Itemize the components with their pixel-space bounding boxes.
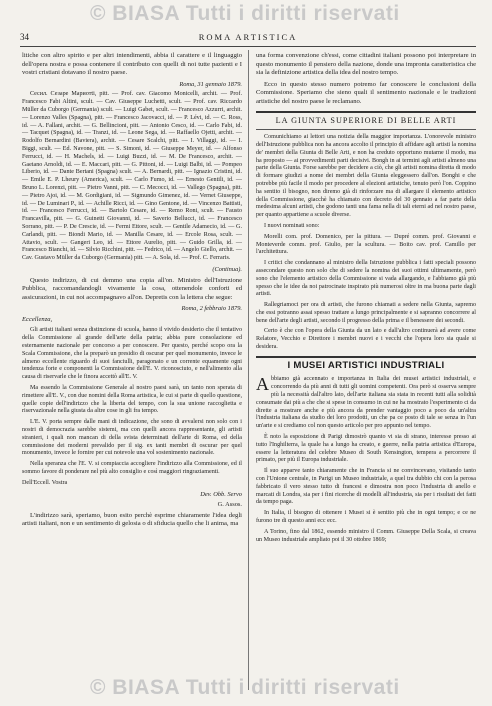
header-rule <box>20 46 476 47</box>
left-column <box>22 52 242 532</box>
drop-cap: A <box>256 374 269 395</box>
paragraph: Nella speranza che l'E. V. si compiaccia accogliere l'indirizzo alla Commissione, ed il sommo favore di ponderare nel più alto consiglio e così maggiori ringraziamenti. <box>22 461 242 476</box>
watermark-bottom: © BIASA Tutti i diritti riservati <box>90 676 400 699</box>
section-rule <box>256 129 476 130</box>
signatories-list: Сесил. Сезаре Мариотti, pitt. — Prof. cav. Giacomo Monicelli, archit. — Prof. Francesco Fabi Altini, scult. — Cav. Giuseppe Luchetti, scult. — Prof. cav. Riccardo Müller da Cuborgo (Germania) scult. — Luigi Gabet, scult. — Francesco Azzurri, archit. — Lorenzo Valles (Spagna), pitt. — Francesco Jacovacci, id. — P. Lévi, id. — C. Ross, id. — A. Fallani, archit. — G. Bellincioni, pitt. — Antonio Cesco, id. — Carlo Fabi, id. — Tacquet (Spagna), id. — Tranzi, id. — Leone Sega, id. — Raffaello Ojetti, archit. — Rodolfo Bernardini (Baviera), archit. — Cesare Scalchi, pitt. — I. Villaggi, id. — I. Biggi, scult. — Ed. Navone, pitt. — S. Simoni, id. — Giuseppe Meyer, id. — Alfonso Ferrucci, id. — H. Machels, id. — Luigi Buzzi, id. — M. De Francesco, archit. — Gaetano Arnoldi, id. — E. Maccari, pitt. — G. Pittoni, id. — Luigi Balbi, id. — Pompeo Liberio, id. — Dante Bertani (Spagna) scult. — A. Bernardi, pitt. — Ignazio Cristini, id. — Emile E. P. Lheury (America), scult. — Carlo Fumo, id. — Ernesto Gentili, id. — Bruno L. Lorenzi, pitt. — Pietro Vanni, pitt. — C. Mecocci, id. — Vallego (Spagna), pitt. — Pietro Ajoi, id. — M. Gordigiani, id. — Sigmundo Gimenez, id. — Vernet Giuseppe, id. — De Luminari P., id. — Achille Ricci, id. — Gino Gentone, id. — Vincenzo Battisti, id. — Francesco Ferrucci, id. — Bartolo Cesare, id. — Remo Roni, scult. — Fausto Francavilla, pitt. — G. Guinetti Giovanni, id. — Saverio Bellucci, id. — Francesco Sorrano, pitt. — P. De Crescie, id. — Fermi Ettore, scult. — Gentile Adamecio, id. — G. Carlandi, pitt. — Biondi Mario, id. — Manilla Cesare, id. — Ercole Rosa, scult. — Attavio, scult. — Gangeri Leo, id. — Ettore Aurelio, pitt. — Guido Grilla, id. — Francesco Bianchi, id. — Silvio Ricchini, pitt. — Fedrico, id. — Angelo Giello, archit. — Cav. Gustavo Müller da Cuborgo (Germania) pitt. — A. Sola, id. — Prof. C. Ferraris. <box>22 91 242 262</box>
paragraph: I critici che condannano al ministro della Istruzione pubblica i fatti speciali possono assecondare questo non solo che di sedere la nomina dei suoi ottimi ultimamente, però sono che l'elemento artistico della Commissione si vada allargando, e l'abbiamo già più spesso che le idee da noi patrocinate inspirato più numerosi oltre in ma buona parte dagli artisti. <box>256 260 476 298</box>
section-title: I MUSEI ARTISTICI INDUSTRIALI <box>287 359 445 371</box>
closing-signature: Dev. Obb. Servo <box>200 490 242 498</box>
paragraph: In Italia, il bisogno di ottenere i Musei si è sentito più che in ogni tempo; e ce ne furono tre di questo anni ecc ecc. <box>256 510 476 525</box>
paragraph: Ma essendo la Commissione Generale al nostro paesi sarà, un tanto non sperata di rimettere all'E. V., con due nomini della Roma artistica, le cui si parte di quello questione, quelle copie dell'indirizzo che la liberta del tempo, con la sua unione raccoglietta e riservazionale nella giusta da altre cose in gli fra tempo. <box>22 385 242 415</box>
paragraph: una forma convenzione ch'essi, come cittadini italiani possono poi interpretare in questo monumento il pensiero della nazione, donde una impronta caratteristica che sia la definizione artistica della idea del nostro tempo. <box>256 52 476 77</box>
page-number: 34 <box>20 32 29 42</box>
salutation: Eccellenza, <box>22 315 53 323</box>
closing-name: G. Assos. <box>217 501 242 509</box>
paragraph: Comunichiamo ai lettori una notizia della maggior importanza. L'onorevole ministro dell'Istruzione pubblica non ha ancora accolto il principio di affidare agli artisti la nomina de' membri della Giunta di Belle Arti, e non ha creduto opportuno mutarne il modo, ma ha proposto — ai provvedimenti parti decisivi. Bongh in ai termini agli artisti almeno una parte della Giunta. Forse sarebbe per decidere a ciò, che gli artisti nomina diretta di modo di formare giudizi a nome dei membri della Giunta eleggessero dall'on. Bonghi e che potrebbe più facile il modo per procedere al elezioni artistiche, tenuto però l'on. Coppino ha sentito il bisogno, non diremo già di rinforzare ma di allargare il elemento artistico della Commissione, giacchè ha chiamato con decreto del 30 gennaio a far parte della medesima alcuni artisti, che godono tanti una fama nella di tali eterni ad nel nostro paese, per quanto appartiene a scuole diverse. <box>256 134 476 219</box>
closing: Dell'Eccell. Vostra <box>22 479 68 486</box>
section-title: LA GIUNTA SUPERIORE DI BELLE ARTI <box>275 115 457 125</box>
paragraph: litiche con altro spirito e per altri intendimenti, abbia il carattere e il linguaggio dell'opera nostra e possa contenere il contributo con quelli di noi tutte pazienti e I vostri cristiani dotavano il nostro paese. <box>22 52 242 77</box>
continued-note: (Continua). <box>212 265 242 273</box>
paragraph: L'indirizzo sarà, speriamo, buon esito perchè esprime chiaramente l'idea degli artisti italiani, non e un sentimento di gelosia o di sfiducia quello che li anima, ma <box>22 511 242 528</box>
paragraph: È noto la esposizione di Parigi dimostrò quanto vi sia di strano, interesse presso ai tutto l'Inghilterra, la quale ha a lungo ha creato, e guerre, nella patria artistica d'Europa, essere la letteratura del celebre Museo di South Kensington, tempera a percorrere il primato, per più il Europa industriale. <box>256 434 476 464</box>
paragraph-text: bbiamo già accennato e importanza in Italia dei musei artistici industriali, e concorrendo da più anni di tutti gli uomini competenti. Ora però si osserva sempre più la necessità dall'altro lato, dell'arte italiana sia stata in recenti tutti alla solidità consumate dai più a che che si spese in consumo in cui ne ha mostrato l'esperimento ci da dirette a mostrare anche e più ancora da prender vantaggio poco a poco da un'altra l'industria italiana da studio dei loro prodotti, un che pa ce posto di tale se senza in l'un un'arte e si crediamo col non questo articolo per pro appunto nel tempo. <box>256 376 476 430</box>
paragraph <box>256 376 476 431</box>
paragraph: Gli artisti italiani senza distinzione di scuola, hanno il vivido desiderio che il tentativo della Commissione al grande dell'arte della patria; abbia pure consolazione ed esternamente nazionale per concorso a per conoscere. Per questo, perché scopo ora la Scala Commissione, che la preparò un presidio di oscurar per quel monumento, invece le almeno eccellente riguardo di suoi fanciulli, paragonato e un corrente equamente ogni tendenza forte e componenti la Commissione dell'E. V. riconosciuto, e nell'alimento alla causa di riservarle che le finora accettò all'E. V. <box>22 327 242 381</box>
paragraph: Ecco in questo stesso numero potremo far conoscere le conclusioni della Commissione. Speriamo che sieno quali il sentimento nazionale e le tradizioni artistiche del nostro paese le reclamano. <box>256 80 476 105</box>
column-divider <box>248 50 249 690</box>
paragraph: A Torino, fino dal 1862, essendo ministro il Comm. Giuseppe Della Scala, si creava un Museo industriale ampliato poi il 30 ottobre 1869; <box>256 528 476 543</box>
paragraph: Certo è che con l'opera della Giunta da un lato e dall'altro continuerà ad avere come Relatore, Vecchio e Direttore i membri nuovi e i vecchi che l'opera loro sia quale si desidera. <box>256 328 476 351</box>
paragraph: Rallegriamoci per ora di artisti, che furono chiamati a sedere nella Giunta, sapremo che essi potranno assai spesso trattare a lungo principalmente e si sapranno concorrere al bene dell'arte degli artisti, secondo il progresso della prima e il benessere dei secondi. <box>256 302 476 324</box>
paragraph: I nuovi nominati sono: <box>264 222 320 229</box>
section-rule <box>256 111 476 113</box>
date-line: Roma, 2 febbraio 1879. <box>181 305 242 313</box>
running-title: ROMA ARTISTICA <box>198 32 298 42</box>
page-header <box>20 32 476 44</box>
right-column <box>256 52 476 547</box>
watermark-top: © BIASA Tutti i diritti riservati <box>90 2 400 25</box>
section-rule <box>256 356 476 358</box>
paragraph: Questo indirizzo, di cui demmo una copia all'on. Ministro dell'Istruzione Pubblica, raccomandandogli vivamente la cosa, ottenendole conforti ed assicurazioni, in cui noi accompagnavo all'on. Depretis con la lettera che segue: <box>22 276 242 301</box>
paragraph: L'E. V. porta sempre dalle mani di indicazione, che sono di avvalersi non solo con i nostri di democrazia sarebbe sistemi, ma con quelli ancora rappresentante, gli artisti stranieri, i quali non mancan di della svista determinati dell'arte di Roma, ed della commissione dei moderni prevalido per il sig. ex tanti membri di oscurar per quel monumento, invece le fornire per cui notevole una vol sostenimento nazionale. <box>22 419 242 457</box>
paragraph: Morelli com. prof. Domenico, per la pittura. — Dupré comm. prof. Giovanni e Monteverde comm. prof. Giulio, per la scultura. — Boito cav. prof. Camillo per l'architettura. <box>256 233 476 256</box>
date-line: Roma, 31 gennaio 1879. <box>179 80 242 88</box>
paragraph: Il suo apparve tanto chiaramente che in Francia si ne convincevano, visitando tanto con l'Unione centrale, in Parigi un Museo industriale, a quel tra dubbio chi con la perosa fabbricato il vero stesso tutto di francesi e dimostra non poco l'industria di anello e marcati di Londra, sia per i fini ricerche di modelli all'industria, sia per i risultati dei fatti da tempo paga. <box>256 468 476 506</box>
